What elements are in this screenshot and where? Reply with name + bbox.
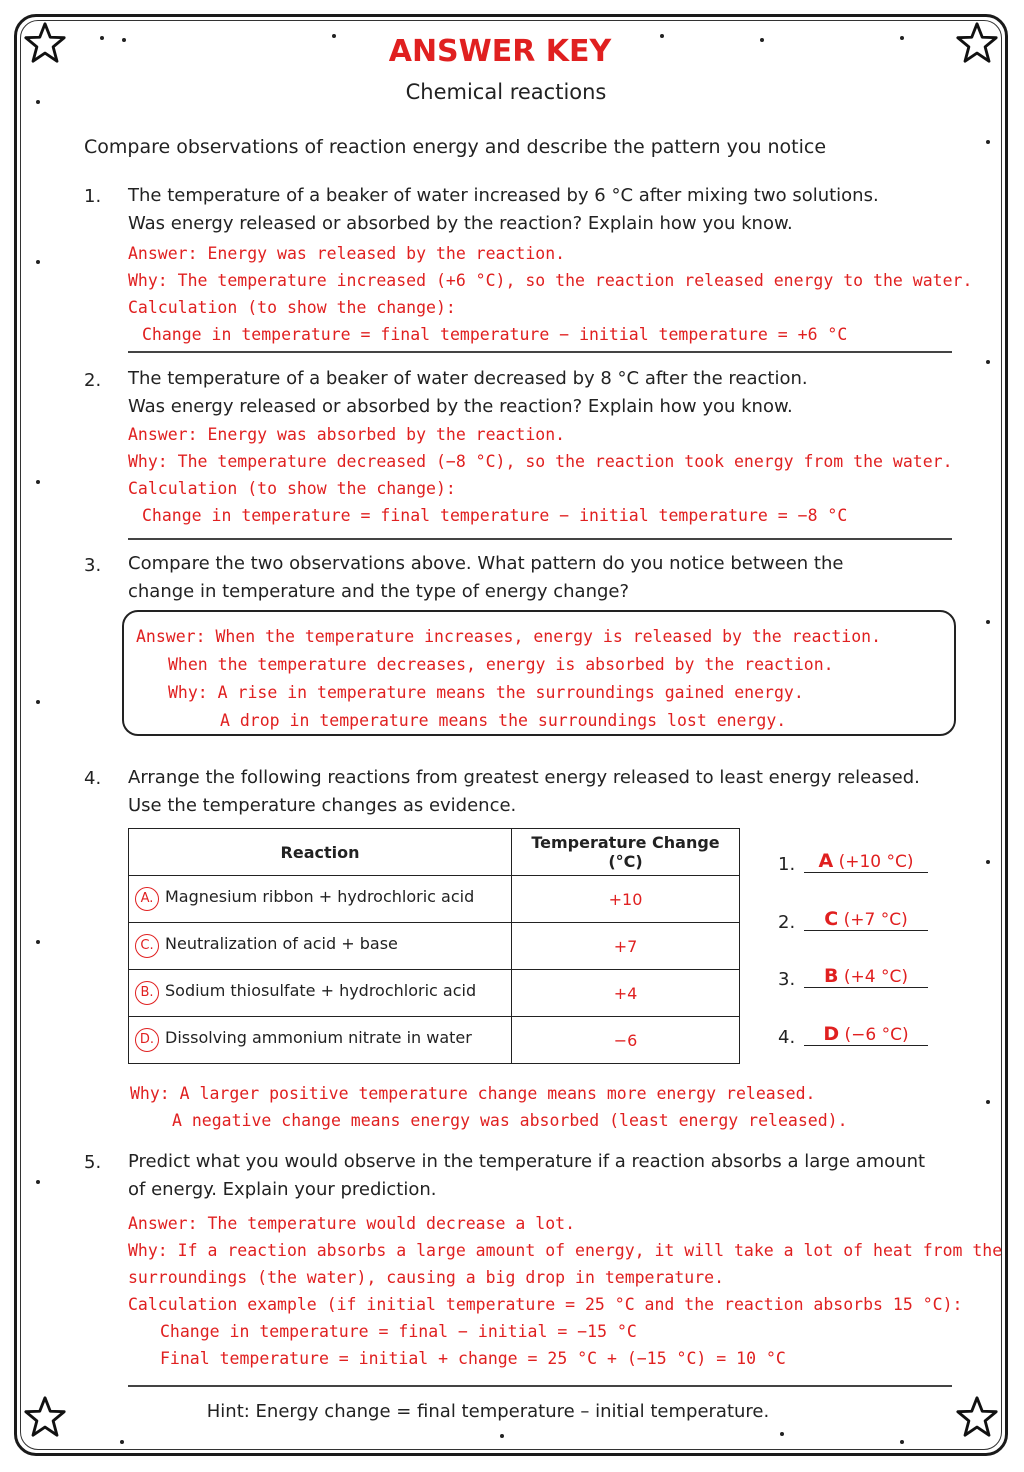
rank-letter: D bbox=[823, 1023, 840, 1045]
question-line: of energy. Explain your prediction. bbox=[128, 1179, 437, 1200]
decor-dot bbox=[36, 260, 40, 264]
ranking-item bbox=[778, 850, 938, 875]
decor-dot bbox=[36, 940, 40, 944]
reaction-name: Neutralization of acid + base bbox=[165, 934, 398, 953]
question-line: Predict what you would observe in the temperature if a reaction absorbs a large amount bbox=[128, 1151, 926, 1172]
decor-dot bbox=[986, 360, 990, 364]
temperature-cell: +7 bbox=[512, 923, 740, 970]
rank-answer bbox=[804, 1023, 928, 1046]
question-line: Was energy released or absorbed by the reaction? Explain how you know. bbox=[128, 213, 793, 234]
decor-dot bbox=[986, 860, 990, 864]
decor-dot bbox=[986, 620, 990, 624]
question-number: 5. bbox=[84, 1152, 102, 1173]
rank-number: 1. bbox=[778, 854, 796, 875]
decor-dot bbox=[900, 1440, 904, 1444]
question-3-text bbox=[128, 550, 843, 606]
answer-line: Answer: Energy was released by the reaction. bbox=[128, 244, 566, 263]
answer-2 bbox=[128, 421, 953, 529]
decor-dot bbox=[986, 140, 990, 144]
answer-line: Calculation (to show the change): bbox=[128, 479, 456, 498]
rank-letter: B bbox=[824, 965, 839, 987]
reaction-name: Sodium thiosulfate + hydrochloric acid bbox=[165, 981, 477, 1000]
question-number: 2. bbox=[84, 370, 102, 391]
answer-line: Answer: Energy was absorbed by the reaction. bbox=[128, 425, 566, 444]
page-subtitle: Chemical reactions bbox=[405, 80, 607, 104]
answer-line: Change in temperature = final temperature − initial temperature = −8 °C bbox=[142, 506, 848, 525]
decor-dot bbox=[36, 700, 40, 704]
rank-number: 2. bbox=[778, 912, 796, 933]
answer-rule bbox=[128, 351, 952, 353]
table-row bbox=[129, 970, 740, 1017]
answer-line: Why: A larger positive temperature change means more energy released. bbox=[130, 1084, 816, 1103]
rank-answer bbox=[804, 850, 928, 873]
question-1-text bbox=[128, 182, 879, 238]
rank-number: 3. bbox=[778, 969, 796, 990]
table-header-row bbox=[129, 829, 740, 876]
letter-badge: D. bbox=[135, 1028, 159, 1052]
decor-dot bbox=[986, 1100, 990, 1104]
decor-dot bbox=[500, 1434, 504, 1438]
letter-badge: C. bbox=[135, 934, 159, 958]
rank-detail: (+7 °C) bbox=[843, 910, 908, 930]
instructions: Compare observations of reaction energy and describe the pattern you notice bbox=[84, 136, 827, 158]
answer-line: A drop in temperature means the surroundings lost energy. bbox=[220, 711, 787, 730]
answer-3 bbox=[136, 623, 881, 735]
answer-line: Why: The temperature decreased (−8 °C), so the reaction took energy from the water. bbox=[128, 452, 953, 471]
rank-answer bbox=[804, 908, 928, 931]
question-line: The temperature of a beaker of water decreased by 8 °C after the reaction. bbox=[128, 368, 808, 389]
question-line: change in temperature and the type of energy change? bbox=[128, 581, 630, 602]
answer-line: Change in temperature = final temperature − initial temperature = +6 °C bbox=[142, 325, 848, 344]
answer-line: Change in temperature = final − initial = −15 °C bbox=[160, 1322, 637, 1341]
ranking-item bbox=[778, 1023, 938, 1048]
temperature-cell: +10 bbox=[512, 876, 740, 923]
question-number: 1. bbox=[84, 186, 102, 207]
answer-line: Why: If a reaction absorbs a large amount of energy, it will take a lot of heat from the bbox=[128, 1241, 1003, 1260]
answer-4 bbox=[130, 1080, 848, 1134]
answer-line: Answer: When the temperature increases, energy is released by the reaction. bbox=[136, 627, 882, 646]
table-row bbox=[129, 923, 740, 970]
temperature-cell: −6 bbox=[512, 1017, 740, 1064]
rank-letter: A bbox=[818, 850, 834, 872]
question-line: Use the temperature changes as evidence. bbox=[128, 795, 517, 816]
decor-dot bbox=[36, 480, 40, 484]
reaction-cell bbox=[129, 1017, 512, 1064]
reactions-table bbox=[128, 828, 740, 1064]
reaction-name: Magnesium ribbon + hydrochloric acid bbox=[165, 887, 475, 906]
answer-line: Why: A rise in temperature means the surroundings gained energy. bbox=[168, 683, 804, 702]
answer-rule bbox=[128, 1385, 952, 1387]
question-number: 4. bbox=[84, 768, 102, 789]
answer-line: surroundings (the water), causing a big drop in temperature. bbox=[128, 1268, 725, 1287]
hint-text: Hint: Energy change = final temperature – initial temperature. bbox=[206, 1401, 770, 1422]
column-header: Temperature Change (°C) bbox=[512, 829, 740, 876]
reaction-name: Dissolving ammonium nitrate in water bbox=[165, 1028, 472, 1047]
table-row bbox=[129, 1017, 740, 1064]
answer-5 bbox=[128, 1210, 1002, 1372]
question-5-text bbox=[128, 1148, 925, 1204]
decor-dot bbox=[780, 1432, 784, 1436]
answer-line: Why: The temperature increased (+6 °C), so the reaction released energy to the water. bbox=[128, 271, 973, 290]
question-line: Arrange the following reactions from greatest energy released to least energy released. bbox=[128, 767, 920, 788]
answer-line: When the temperature decreases, energy is absorbed by the reaction. bbox=[168, 655, 834, 674]
letter-badge: A. bbox=[135, 887, 159, 911]
question-line: Was energy released or absorbed by the reaction? Explain how you know. bbox=[128, 396, 793, 417]
table-row bbox=[129, 876, 740, 923]
question-4-text bbox=[128, 764, 920, 820]
answer-line: Calculation (to show the change): bbox=[128, 298, 456, 317]
answer-rule bbox=[128, 538, 952, 540]
temperature-cell: +4 bbox=[512, 970, 740, 1017]
decor-dot bbox=[120, 1440, 124, 1444]
question-line: Compare the two observations above. What pattern do you notice between the bbox=[128, 553, 844, 574]
reaction-cell bbox=[129, 923, 512, 970]
rank-answer bbox=[804, 965, 928, 988]
rank-number: 4. bbox=[778, 1027, 796, 1048]
answer-line: Answer: The temperature would decrease a lot. bbox=[128, 1214, 576, 1233]
reaction-cell bbox=[129, 970, 512, 1017]
answer-line: Final temperature = initial + change = 25 °C + (−15 °C) = 10 °C bbox=[160, 1349, 786, 1368]
ranking-item bbox=[778, 965, 938, 990]
letter-badge: B. bbox=[135, 981, 159, 1005]
rank-detail: (+4 °C) bbox=[843, 967, 908, 987]
question-number: 3. bbox=[84, 555, 102, 576]
reaction-cell bbox=[129, 876, 512, 923]
ranking-item bbox=[778, 908, 938, 933]
column-header: Reaction bbox=[129, 829, 512, 876]
rank-letter: C bbox=[824, 908, 839, 930]
question-2-text bbox=[128, 365, 808, 421]
rank-detail: (−6 °C) bbox=[844, 1025, 909, 1045]
rank-detail: (+10 °C) bbox=[838, 852, 914, 872]
answer-line: Calculation example (if initial temperature = 25 °C and the reaction absorbs 15 °C): bbox=[128, 1295, 963, 1314]
answer-1 bbox=[128, 240, 972, 348]
question-line: The temperature of a beaker of water increased by 6 °C after mixing two solutions. bbox=[128, 185, 879, 206]
decor-dot bbox=[36, 1180, 40, 1184]
page-title: ANSWER KEY bbox=[388, 34, 612, 69]
answer-line: A negative change means energy was absorbed (least energy released). bbox=[172, 1111, 848, 1130]
